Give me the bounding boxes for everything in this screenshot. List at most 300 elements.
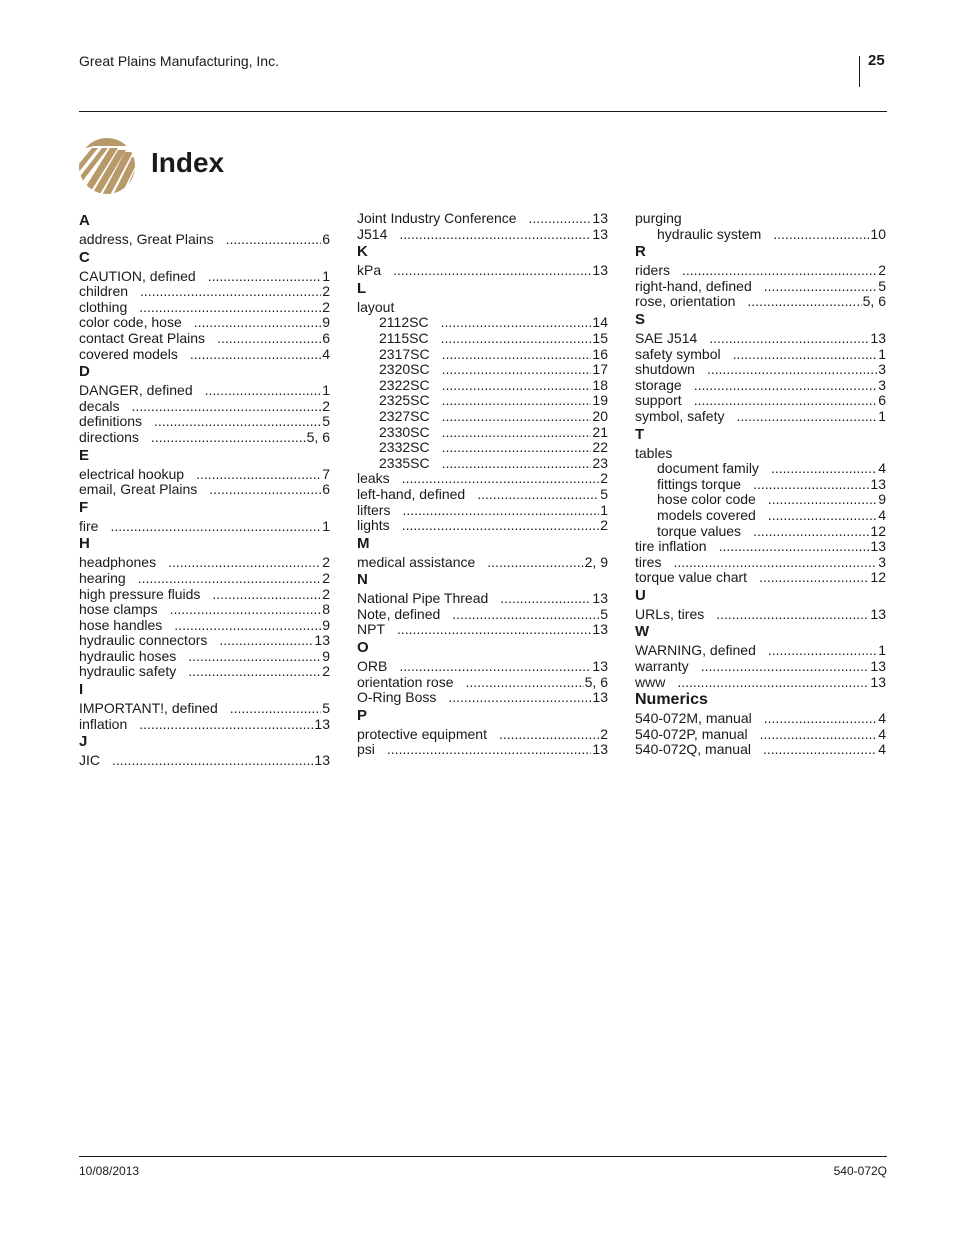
- index-entry: [635, 393, 886, 409]
- index-subentry: [635, 508, 886, 524]
- index-term: 2115SC: [379, 329, 429, 346]
- index-entry: [357, 487, 608, 503]
- index-page-ref: 2: [322, 569, 330, 586]
- index-term: models covered: [657, 506, 756, 523]
- index-term: lights: [357, 517, 390, 534]
- index-entry: [79, 753, 330, 769]
- dot-leader: [768, 492, 877, 508]
- index-term: covered models: [79, 345, 178, 362]
- dot-leader: [709, 331, 869, 347]
- index-letter-heading: H: [79, 535, 90, 553]
- dot-leader: [529, 211, 592, 227]
- index-page-ref: 5: [600, 485, 608, 502]
- index-entry: [635, 279, 886, 295]
- index-page-ref: 5, 6: [584, 673, 608, 690]
- index-entry: [79, 482, 330, 498]
- index-entry: [357, 518, 608, 534]
- index-term: hydraulic connectors: [79, 632, 208, 649]
- index-entry: [79, 284, 330, 300]
- index-page-ref: 2: [322, 554, 330, 571]
- index-letter-heading: L: [357, 279, 367, 297]
- index-page-ref: 1: [600, 501, 608, 518]
- index-term: children: [79, 283, 129, 300]
- index-entry: [79, 649, 330, 665]
- index-term: email, Great Plains: [79, 481, 198, 498]
- dot-leader: [190, 347, 321, 363]
- dot-leader: [399, 659, 591, 675]
- header-divider: [859, 56, 860, 87]
- index-term: torque values: [657, 522, 742, 539]
- index-entry: [79, 519, 330, 535]
- index-letter-heading: P: [357, 706, 368, 724]
- index-page-ref: 2: [600, 725, 608, 742]
- dot-leader: [194, 315, 321, 331]
- dot-leader: [139, 300, 321, 316]
- index-entry: [79, 664, 330, 680]
- index-subentry: [635, 227, 886, 243]
- index-term: 2335SC: [379, 454, 430, 471]
- index-entry: [357, 742, 608, 758]
- index-page-ref: 13: [592, 658, 608, 675]
- index-entry: [79, 331, 330, 347]
- dot-leader: [701, 659, 870, 675]
- index-page-ref: 4: [878, 506, 886, 523]
- index-term: WARNING, defined: [635, 642, 756, 659]
- index-column-2: [357, 211, 608, 758]
- dot-leader: [393, 263, 591, 279]
- dot-leader: [694, 378, 878, 394]
- index-page-ref: 2, 9: [584, 553, 608, 570]
- index-term: safety symbol: [635, 345, 721, 362]
- index-entry: [79, 467, 330, 483]
- dot-leader: [768, 508, 877, 524]
- index-entry: [357, 659, 608, 675]
- index-letter-heading: T: [635, 425, 645, 443]
- header-rule: [79, 111, 887, 112]
- index-term: 2332SC: [379, 439, 430, 456]
- dot-leader: [442, 456, 592, 472]
- index-term: tables: [635, 444, 673, 461]
- index-subentry: [357, 331, 608, 347]
- index-term: ORB: [357, 658, 388, 675]
- dot-leader: [673, 555, 877, 571]
- index-subentry: [357, 440, 608, 456]
- index-page-ref: 7: [322, 465, 330, 482]
- dot-leader: [442, 393, 592, 409]
- index-page-ref: 15: [592, 329, 608, 346]
- index-entry: [79, 347, 330, 363]
- index-entry: [79, 232, 330, 248]
- index-term: hose color code: [657, 491, 756, 508]
- index-letter-heading: W: [635, 623, 650, 641]
- index-entry: [635, 643, 886, 659]
- index-page-ref: 13: [592, 689, 608, 706]
- index-term: 2322SC: [379, 376, 430, 393]
- index-term: support: [635, 392, 682, 409]
- index-entry: [79, 430, 330, 446]
- index-entry: [79, 300, 330, 316]
- index-term: JIC: [79, 752, 100, 769]
- dot-leader: [140, 284, 321, 300]
- index-term: headphones: [79, 554, 157, 571]
- index-entry: [79, 618, 330, 634]
- dot-leader: [499, 727, 599, 743]
- index-page-ref: 9: [878, 491, 886, 508]
- index-page-ref: 8: [322, 601, 330, 618]
- dot-leader: [131, 399, 321, 415]
- index-term: DANGER, defined: [79, 382, 193, 399]
- index-term: hydraulic hoses: [79, 647, 177, 664]
- dot-leader: [138, 571, 322, 587]
- index-page-ref: 2: [322, 397, 330, 414]
- dot-leader: [719, 539, 870, 555]
- header-company: Great Plains Manufacturing, Inc.: [79, 53, 279, 69]
- index-entry: [357, 503, 608, 519]
- index-page-ref: 13: [592, 621, 608, 638]
- index-page-ref: 1: [322, 382, 330, 399]
- index-entry: [79, 633, 330, 649]
- index-subentry: [357, 456, 608, 472]
- index-entry: [79, 555, 330, 571]
- dot-leader: [399, 227, 591, 243]
- index-term: hydraulic safety: [79, 663, 177, 680]
- dot-leader: [500, 591, 591, 607]
- index-entry: [635, 570, 886, 586]
- dot-leader: [753, 524, 869, 540]
- dot-leader: [466, 675, 584, 691]
- index-page-ref: 13: [870, 538, 886, 555]
- dot-leader: [768, 643, 877, 659]
- index-term: symbol, safety: [635, 407, 725, 424]
- index-entry: [635, 675, 886, 691]
- index-term: electrical hookup: [79, 465, 185, 482]
- dot-leader: [112, 753, 313, 769]
- index-page-ref: 10: [870, 225, 886, 242]
- index-term: Joint Industry Conference: [357, 210, 517, 226]
- index-term: J514: [357, 225, 388, 242]
- index-letter-heading: R: [635, 243, 646, 261]
- index-entry: [357, 727, 608, 743]
- index-letter-heading: N: [357, 571, 368, 589]
- index-entry: [635, 378, 886, 394]
- dot-leader: [707, 362, 877, 378]
- index-term: 2330SC: [379, 423, 430, 440]
- dot-leader: [188, 649, 321, 665]
- index-page-ref: 3: [878, 553, 886, 570]
- index-term: fire: [79, 517, 99, 534]
- index-entry: [357, 300, 608, 316]
- index-entry: [79, 383, 330, 399]
- dot-leader: [773, 227, 869, 243]
- index-term: hose handles: [79, 616, 163, 633]
- index-page-ref: 13: [314, 632, 330, 649]
- index-entry: [635, 742, 886, 758]
- index-subentry: [357, 409, 608, 425]
- index-entry: [635, 347, 886, 363]
- index-term: URLs, tires: [635, 605, 705, 622]
- dot-leader: [441, 315, 592, 331]
- dot-leader: [174, 618, 321, 634]
- index-term: psi: [357, 741, 375, 758]
- index-page-ref: 19: [592, 392, 608, 409]
- index-term: 2327SC: [379, 407, 430, 424]
- dot-leader: [442, 378, 592, 394]
- index-page-ref: 4: [878, 741, 886, 758]
- index-page-ref: 6: [322, 329, 330, 346]
- dot-leader: [188, 664, 321, 680]
- index-term: tire inflation: [635, 538, 707, 555]
- index-entry: [79, 717, 330, 733]
- index-term: 540-072Q, manual: [635, 741, 751, 758]
- dot-leader: [771, 461, 877, 477]
- index-entry: [635, 409, 886, 425]
- dot-leader: [733, 347, 878, 363]
- index-entry: [635, 607, 886, 623]
- dot-leader: [764, 711, 877, 727]
- index-term: medical assistance: [357, 553, 476, 570]
- index-page-ref: 6: [322, 231, 330, 247]
- index-term: tires: [635, 553, 662, 570]
- index-letter-heading: C: [79, 248, 90, 266]
- dot-leader: [219, 633, 313, 649]
- dot-leader: [442, 362, 592, 378]
- index-page-ref: 5, 6: [306, 428, 330, 445]
- dot-leader: [230, 701, 321, 717]
- index-entry: [635, 727, 886, 743]
- great-plains-logo-icon: [78, 137, 136, 195]
- index-subentry: [635, 492, 886, 508]
- index-letter-heading: U: [635, 586, 646, 604]
- dot-leader: [397, 622, 591, 638]
- index-entry: [79, 399, 330, 415]
- index-term: warranty: [635, 658, 689, 675]
- index-letter-heading: E: [79, 446, 90, 464]
- index-page-ref: 3: [878, 361, 886, 378]
- index-page-ref: 2: [322, 298, 330, 315]
- index-page-ref: 2: [600, 517, 608, 534]
- index-term: clothing: [79, 298, 128, 315]
- index-term: hydraulic system: [657, 225, 762, 242]
- index-subentry: [635, 461, 886, 477]
- index-subentry: [357, 315, 608, 331]
- index-page-ref: 6: [322, 481, 330, 498]
- page-title: Index: [151, 147, 225, 178]
- index-term: kPa: [357, 262, 382, 279]
- index-subentry: [635, 477, 886, 493]
- index-page-ref: 22: [592, 439, 608, 456]
- dot-leader: [442, 440, 592, 456]
- index-term: leaks: [357, 470, 390, 487]
- index-page-ref: 23: [592, 454, 608, 471]
- index-page-ref: 9: [322, 616, 330, 633]
- index-letter-heading: J: [79, 733, 88, 751]
- index-term: purging: [635, 210, 682, 226]
- dot-leader: [402, 503, 599, 519]
- dot-leader: [677, 675, 869, 691]
- dot-leader: [402, 518, 600, 534]
- index-entry: [79, 315, 330, 331]
- index-page-ref: 13: [870, 329, 886, 346]
- dot-leader: [682, 263, 877, 279]
- dot-leader: [452, 607, 599, 623]
- dot-leader: [110, 519, 321, 535]
- index-page-ref: 1: [878, 345, 886, 362]
- dot-leader: [212, 587, 321, 603]
- index-term: SAE J514: [635, 329, 698, 346]
- index-page-ref: 13: [592, 741, 608, 758]
- index-letter-heading: A: [79, 212, 90, 229]
- index-term: 2325SC: [379, 392, 430, 409]
- dot-leader: [205, 383, 322, 399]
- index-term: address, Great Plains: [79, 231, 214, 247]
- index-term: fittings torque: [657, 475, 742, 492]
- index-page-ref: 13: [592, 262, 608, 279]
- index-term: lifters: [357, 501, 391, 518]
- index-page-ref: 3: [878, 376, 886, 393]
- index-entry: [635, 331, 886, 347]
- index-entry: [79, 269, 330, 285]
- index-letter-heading: M: [357, 534, 370, 552]
- index-term: protective equipment: [357, 725, 487, 742]
- index-page-ref: 5: [600, 605, 608, 622]
- index-page-ref: 5, 6: [862, 293, 886, 310]
- page-number: 25: [868, 52, 885, 69]
- index-term: NPT: [357, 621, 385, 638]
- dot-leader: [217, 331, 321, 347]
- index-term: high pressure fluids: [79, 585, 201, 602]
- index-entry: [357, 675, 608, 691]
- index-page-ref: 13: [870, 658, 886, 675]
- index-term: storage: [635, 376, 682, 393]
- dot-leader: [487, 555, 583, 571]
- index-entry: [635, 555, 886, 571]
- dot-leader: [764, 279, 877, 295]
- index-page-ref: 2: [322, 283, 330, 300]
- index-entry: [79, 701, 330, 717]
- index-term: document family: [657, 460, 759, 477]
- index-entry: [79, 571, 330, 587]
- dot-leader: [716, 607, 869, 623]
- index-term: layout: [357, 298, 395, 315]
- index-entry: [79, 414, 330, 430]
- index-term: shutdown: [635, 361, 695, 378]
- index-page-ref: 13: [592, 210, 608, 226]
- dot-leader: [208, 269, 321, 285]
- index-term: hearing: [79, 569, 126, 586]
- index-page-ref: 18: [592, 376, 608, 393]
- index-page-ref: 13: [870, 673, 886, 690]
- dot-leader: [442, 347, 592, 363]
- index-page-ref: 5: [322, 700, 330, 717]
- index-term: hose clamps: [79, 601, 158, 618]
- index-term: contact Great Plains: [79, 329, 206, 346]
- index-entry: [357, 263, 608, 279]
- footer-date: 10/08/2013: [79, 1164, 140, 1178]
- index-subentry: [357, 425, 608, 441]
- index-page-ref: 20: [592, 407, 608, 424]
- index-page-ref: 17: [592, 361, 608, 378]
- index-page-ref: 21: [592, 423, 608, 440]
- index-page-ref: 1: [322, 517, 330, 534]
- dot-leader: [477, 487, 599, 503]
- index-entry: [357, 211, 608, 227]
- index-page-ref: 13: [592, 590, 608, 607]
- index-term: riders: [635, 262, 671, 279]
- index-entry: [635, 659, 886, 675]
- index-term: 540-072M, manual: [635, 710, 752, 727]
- dot-leader: [441, 331, 592, 347]
- index-term: orientation rose: [357, 673, 454, 690]
- dot-leader: [442, 409, 592, 425]
- dot-leader: [442, 425, 592, 441]
- index-entry: [357, 227, 608, 243]
- index-term: National Pipe Thread: [357, 590, 489, 607]
- index-entry: [635, 263, 886, 279]
- dot-leader: [154, 414, 321, 430]
- index-term: IMPORTANT!, defined: [79, 700, 218, 717]
- index-term: directions: [79, 428, 139, 445]
- index-term: 540-072P, manual: [635, 725, 748, 742]
- index-letter-heading: S: [635, 310, 646, 328]
- index-entry: [357, 607, 608, 623]
- index-entry: [635, 539, 886, 555]
- index-entry: [635, 211, 886, 227]
- dot-leader: [760, 727, 878, 743]
- dot-leader: [139, 717, 313, 733]
- index-letter-heading: F: [79, 498, 89, 516]
- index-letter-heading: O: [357, 639, 369, 657]
- index-term: 2112SC: [379, 314, 429, 331]
- index-page-ref: 12: [870, 522, 886, 539]
- dot-leader: [151, 430, 306, 446]
- index-entry: [357, 690, 608, 706]
- index-column-3: [635, 211, 886, 758]
- index-page-ref: 13: [314, 752, 330, 769]
- index-entry: [635, 446, 886, 462]
- index-entry: [79, 587, 330, 603]
- index-page-ref: 13: [870, 475, 886, 492]
- index-letter-heading: I: [79, 681, 84, 699]
- index-page-ref: 1: [322, 267, 330, 284]
- index-term: inflation: [79, 715, 128, 732]
- index-page-ref: 5: [878, 277, 886, 294]
- dot-leader: [747, 294, 861, 310]
- dot-leader: [387, 742, 592, 758]
- dot-leader: [759, 570, 869, 586]
- index-term: right-hand, defined: [635, 277, 752, 294]
- dot-leader: [694, 393, 878, 409]
- index-term: color code, hose: [79, 314, 182, 331]
- index-subentry: [635, 524, 886, 540]
- index-entry: [635, 711, 886, 727]
- index-entry: [635, 294, 886, 310]
- index-page-ref: 9: [322, 647, 330, 664]
- index-page-ref: 14: [592, 314, 608, 331]
- index-page-ref: 16: [592, 345, 608, 362]
- dot-leader: [448, 690, 591, 706]
- dot-leader: [763, 742, 877, 758]
- index-page-ref: 4: [322, 345, 330, 362]
- index-entry: [357, 471, 608, 487]
- index-term: torque value chart: [635, 569, 748, 586]
- index-term: 2317SC: [379, 345, 430, 362]
- index-page-ref: 4: [878, 725, 886, 742]
- index-page-ref: 5: [322, 413, 330, 430]
- index-page-ref: 1: [878, 407, 886, 424]
- index-term: www: [635, 673, 666, 690]
- index-page-ref: 9: [322, 314, 330, 331]
- index-page-ref: 13: [314, 715, 330, 732]
